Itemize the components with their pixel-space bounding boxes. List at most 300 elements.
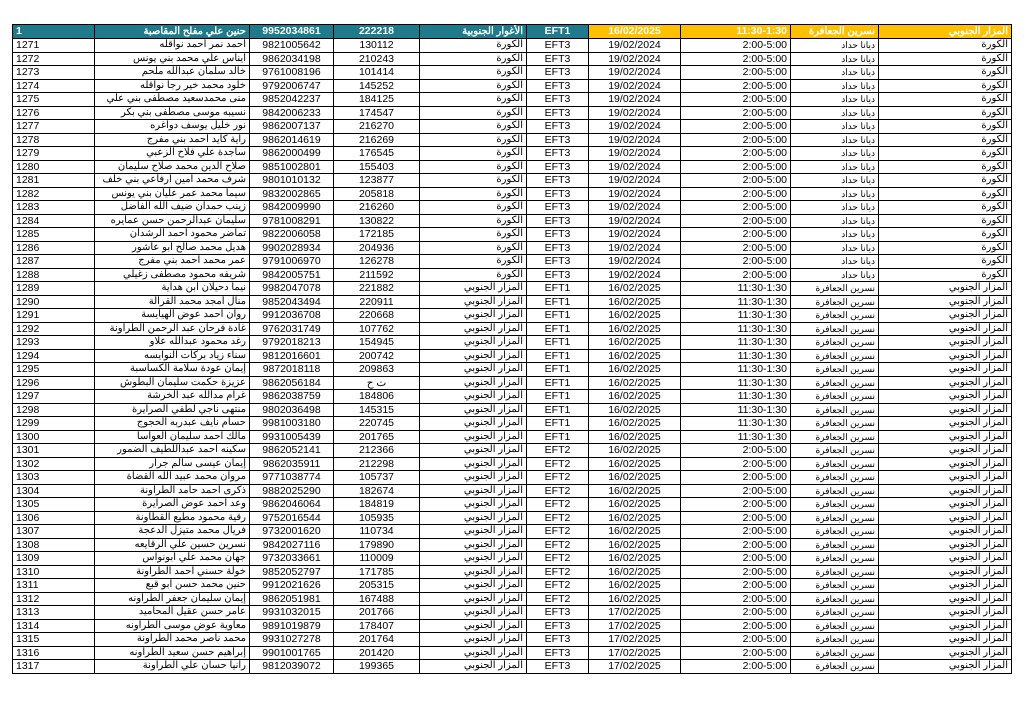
cell-id[interactable]: 1316 [13,646,95,660]
cell-phone[interactable]: 9842005751 [250,268,334,282]
cell-location[interactable]: المزار الجنوبي [879,309,1012,323]
cell-name[interactable]: احمد نمر احمد نواقله [95,39,250,53]
cell-location[interactable]: الكورة [879,174,1012,188]
cell-staff[interactable]: نسرين الجعافرة [791,309,879,323]
cell-name[interactable]: تماضر محمود أحمد الرشدان [95,228,250,242]
cell-phone[interactable]: 9982047078 [250,282,334,296]
cell-date[interactable]: 19/02/2024 [589,147,681,161]
cell-name[interactable]: غادة فرحان عبد الرحمن الطراونة [95,322,250,336]
cell-group[interactable]: EFT1 [527,336,589,350]
cell-id[interactable]: 1272 [13,52,95,66]
cell-number[interactable]: 201420 [334,646,420,660]
cell-group[interactable]: EFT2 [527,471,589,485]
cell-group[interactable]: EFT3 [527,619,589,633]
header-group[interactable]: EFT1 [527,25,589,39]
cell-staff[interactable]: ديانا حداد [791,268,879,282]
cell-phone[interactable]: 9912021626 [250,579,334,593]
cell-name[interactable]: إبراهيم حسن سعيد الطراونه [95,646,250,660]
cell-phone[interactable]: 9732033661 [250,552,334,566]
cell-name[interactable]: راية كايد أحمد بني مفرج [95,133,250,147]
cell-date[interactable]: 19/02/2024 [589,93,681,107]
cell-phone[interactable]: 9862014619 [250,133,334,147]
cell-number[interactable]: ت ح [334,376,420,390]
cell-staff[interactable]: نسرين الجعافرة [791,471,879,485]
cell-staff[interactable]: ديانا حداد [791,255,879,269]
cell-phone[interactable]: 9901001765 [250,646,334,660]
cell-region[interactable]: المزار الجنوبي [420,322,527,336]
cell-location[interactable]: المزار الجنوبي [879,579,1012,593]
cell-staff[interactable]: نسرين الجعافرة [791,390,879,404]
cell-id[interactable]: 1282 [13,187,95,201]
cell-region[interactable]: المزار الجنوبي [420,390,527,404]
cell-name[interactable]: عمر محمد أحمد بني مفرج [95,255,250,269]
cell-phone[interactable]: 9891019879 [250,619,334,633]
cell-region[interactable]: المزار الجنوبي [420,565,527,579]
cell-group[interactable]: EFT1 [527,282,589,296]
cell-date[interactable]: 16/02/2025 [589,592,681,606]
cell-date[interactable]: 19/02/2024 [589,255,681,269]
cell-location[interactable]: المزار الجنوبي [879,457,1012,471]
cell-number[interactable]: 212366 [334,444,420,458]
header-location[interactable]: المزار الجنوبي [879,25,1012,39]
cell-name[interactable]: نور خليل يوسف دواغره [95,120,250,134]
header-phone[interactable]: 9952034861 [250,25,334,39]
cell-number[interactable]: 110734 [334,525,420,539]
cell-location[interactable]: الكورة [879,255,1012,269]
cell-time[interactable]: 2:00-5:00 [681,268,791,282]
cell-phone[interactable]: 9862000499 [250,147,334,161]
cell-number[interactable]: 216269 [334,133,420,147]
cell-staff[interactable]: نسرين الجعافرة [791,403,879,417]
cell-number[interactable]: 221882 [334,282,420,296]
cell-staff[interactable]: نسرين الجعافرة [791,619,879,633]
cell-region[interactable]: الكورة [420,160,527,174]
cell-number[interactable]: 220668 [334,309,420,323]
cell-location[interactable]: المزار الجنوبي [879,403,1012,417]
cell-id[interactable]: 1297 [13,390,95,404]
cell-number[interactable]: 212298 [334,457,420,471]
cell-id[interactable]: 1283 [13,201,95,215]
cell-time[interactable]: 2:00-5:00 [681,525,791,539]
cell-phone[interactable]: 9821005642 [250,39,334,53]
cell-region[interactable]: الكورة [420,214,527,228]
cell-location[interactable]: الكورة [879,241,1012,255]
cell-name[interactable]: فريال محمد متيزل الدعجة [95,525,250,539]
cell-phone[interactable]: 9791006970 [250,255,334,269]
cell-name[interactable]: ساجدة علي فلاح الزعبي [95,147,250,161]
cell-location[interactable]: المزار الجنوبي [879,322,1012,336]
cell-time[interactable]: 2:00-5:00 [681,579,791,593]
cell-time[interactable]: 11:30-1:30 [681,322,791,336]
cell-location[interactable]: الكورة [879,39,1012,53]
cell-staff[interactable]: نسرين الجعافرة [791,336,879,350]
cell-staff[interactable]: ديانا حداد [791,133,879,147]
cell-location[interactable]: الكورة [879,187,1012,201]
cell-location[interactable]: الكورة [879,106,1012,120]
cell-region[interactable]: المزار الجنوبي [420,633,527,647]
cell-group[interactable]: EFT3 [527,606,589,620]
cell-staff[interactable]: نسرين الجعافرة [791,484,879,498]
cell-name[interactable]: ذكرى احمد حامد الطراونة [95,484,250,498]
cell-name[interactable]: عامر حسن عقيل المحاميد [95,606,250,620]
cell-staff[interactable]: ديانا حداد [791,201,879,215]
cell-region[interactable]: الكورة [420,66,527,80]
cell-id[interactable]: 1315 [13,633,95,647]
cell-id[interactable]: 1296 [13,376,95,390]
cell-name[interactable]: مروان محمد عبيد الله القضاة [95,471,250,485]
cell-location[interactable]: المزار الجنوبي [879,633,1012,647]
cell-time[interactable]: 2:00-5:00 [681,187,791,201]
cell-phone[interactable]: 9842006233 [250,106,334,120]
cell-id[interactable]: 1286 [13,241,95,255]
cell-name[interactable]: منتهى ناجي لطفي الصرايرة [95,403,250,417]
cell-time[interactable]: 2:00-5:00 [681,255,791,269]
cell-phone[interactable]: 9931005439 [250,430,334,444]
cell-phone[interactable]: 9862046064 [250,498,334,512]
cell-time[interactable]: 2:00-5:00 [681,160,791,174]
cell-date[interactable]: 17/02/2025 [589,646,681,660]
cell-number[interactable]: 220911 [334,295,420,309]
cell-name[interactable]: منى محمدسعيد مصطفى بني علي [95,93,250,107]
cell-staff[interactable]: نسرين الجعافرة [791,511,879,525]
cell-id[interactable]: 1305 [13,498,95,512]
cell-time[interactable]: 2:00-5:00 [681,52,791,66]
cell-region[interactable]: المزار الجنوبي [420,511,527,525]
cell-staff[interactable]: نسرين الجعافرة [791,349,879,363]
cell-staff[interactable]: ديانا حداد [791,160,879,174]
cell-region[interactable]: المزار الجنوبي [420,282,527,296]
cell-name[interactable]: منال أمجد محمد القرالة [95,295,250,309]
cell-number[interactable]: 145252 [334,79,420,93]
cell-phone[interactable]: 9862052141 [250,444,334,458]
cell-name[interactable]: حسام نايف عبدربه الحجوج [95,417,250,431]
cell-id[interactable]: 1312 [13,592,95,606]
cell-id[interactable]: 1308 [13,538,95,552]
cell-phone[interactable]: 9801010132 [250,174,334,188]
cell-location[interactable]: المزار الجنوبي [879,349,1012,363]
cell-name[interactable]: عزيزة حكمت سليمان البطوش [95,376,250,390]
cell-time[interactable]: 2:00-5:00 [681,538,791,552]
cell-region[interactable]: المزار الجنوبي [420,376,527,390]
cell-time[interactable]: 11:30-1:30 [681,282,791,296]
cell-staff[interactable]: ديانا حداد [791,187,879,201]
cell-phone[interactable]: 9792006747 [250,79,334,93]
cell-staff[interactable]: ديانا حداد [791,214,879,228]
cell-id[interactable]: 1303 [13,471,95,485]
cell-phone[interactable]: 9792018213 [250,336,334,350]
cell-region[interactable]: المزار الجنوبي [420,606,527,620]
cell-phone[interactable]: 9862007137 [250,120,334,134]
cell-region[interactable]: الكورة [420,39,527,53]
cell-group[interactable]: EFT3 [527,214,589,228]
cell-name[interactable]: نيما دحيلان ابن هداية [95,282,250,296]
cell-group[interactable]: EFT3 [527,133,589,147]
cell-location[interactable]: المزار الجنوبي [879,498,1012,512]
cell-number[interactable]: 176545 [334,147,420,161]
cell-phone[interactable]: 9852052797 [250,565,334,579]
cell-region[interactable]: المزار الجنوبي [420,592,527,606]
cell-location[interactable]: المزار الجنوبي [879,592,1012,606]
cell-number[interactable]: 130112 [334,39,420,53]
cell-phone[interactable]: 9862038759 [250,390,334,404]
cell-location[interactable]: المزار الجنوبي [879,430,1012,444]
cell-time[interactable]: 2:00-5:00 [681,606,791,620]
cell-number[interactable]: 201766 [334,606,420,620]
cell-group[interactable]: EFT1 [527,295,589,309]
cell-region[interactable]: الكورة [420,174,527,188]
cell-date[interactable]: 16/02/2025 [589,552,681,566]
cell-group[interactable]: EFT1 [527,390,589,404]
cell-name[interactable]: روان احمد عوض الهيايسة [95,309,250,323]
cell-staff[interactable]: ديانا حداد [791,106,879,120]
cell-id[interactable]: 1306 [13,511,95,525]
cell-region[interactable]: المزار الجنوبي [420,457,527,471]
cell-group[interactable]: EFT3 [527,66,589,80]
cell-staff[interactable]: نسرين الجعافرة [791,363,879,377]
cell-location[interactable]: المزار الجنوبي [879,606,1012,620]
cell-phone[interactable]: 9842027116 [250,538,334,552]
cell-time[interactable]: 2:00-5:00 [681,471,791,485]
cell-region[interactable]: الكورة [420,106,527,120]
cell-id[interactable]: 1292 [13,322,95,336]
cell-number[interactable]: 101414 [334,66,420,80]
cell-number[interactable]: 200742 [334,349,420,363]
cell-group[interactable]: EFT3 [527,52,589,66]
cell-group[interactable]: EFT3 [527,646,589,660]
cell-date[interactable]: 16/02/2025 [589,282,681,296]
cell-staff[interactable]: ديانا حداد [791,241,879,255]
cell-number[interactable]: 201765 [334,430,420,444]
cell-location[interactable]: المزار الجنوبي [879,390,1012,404]
cell-phone[interactable]: 9862034198 [250,52,334,66]
cell-id[interactable]: 1309 [13,552,95,566]
header-name[interactable]: حنين علي مفلح المقاصبة [95,25,250,39]
cell-staff[interactable]: نسرين الجعافرة [791,430,879,444]
cell-phone[interactable]: 9862056184 [250,376,334,390]
cell-location[interactable]: المزار الجنوبي [879,295,1012,309]
cell-location[interactable]: المزار الجنوبي [879,336,1012,350]
cell-id[interactable]: 1280 [13,160,95,174]
cell-time[interactable]: 2:00-5:00 [681,619,791,633]
cell-time[interactable]: 11:30-1:30 [681,403,791,417]
cell-date[interactable]: 19/02/2024 [589,120,681,134]
cell-time[interactable]: 11:30-1:30 [681,309,791,323]
cell-location[interactable]: المزار الجنوبي [879,282,1012,296]
cell-time[interactable]: 2:00-5:00 [681,457,791,471]
cell-number[interactable]: 130822 [334,214,420,228]
cell-group[interactable]: EFT3 [527,660,589,674]
cell-name[interactable]: سكينه احمد عبداللطيف الضمور [95,444,250,458]
cell-phone[interactable]: 9981003180 [250,417,334,431]
cell-name[interactable]: هديل محمد صالح أبو عاشور [95,241,250,255]
cell-staff[interactable]: نسرين الجعافرة [791,565,879,579]
cell-date[interactable]: 19/02/2024 [589,228,681,242]
cell-time[interactable]: 2:00-5:00 [681,592,791,606]
cell-region[interactable]: المزار الجنوبي [420,471,527,485]
cell-date[interactable]: 16/02/2025 [589,403,681,417]
cell-id[interactable]: 1284 [13,214,95,228]
cell-time[interactable]: 2:00-5:00 [681,133,791,147]
cell-location[interactable]: المزار الجنوبي [879,646,1012,660]
cell-number[interactable]: 220745 [334,417,420,431]
cell-staff[interactable]: ديانا حداد [791,52,879,66]
cell-date[interactable]: 19/02/2024 [589,160,681,174]
cell-id[interactable]: 1278 [13,133,95,147]
cell-time[interactable]: 2:00-5:00 [681,120,791,134]
cell-number[interactable]: 204936 [334,241,420,255]
cell-phone[interactable]: 9762031749 [250,322,334,336]
cell-staff[interactable]: نسرين الجعافرة [791,592,879,606]
cell-time[interactable]: 2:00-5:00 [681,241,791,255]
cell-location[interactable]: المزار الجنوبي [879,511,1012,525]
cell-time[interactable]: 2:00-5:00 [681,511,791,525]
cell-id[interactable]: 1275 [13,93,95,107]
cell-group[interactable]: EFT3 [527,633,589,647]
cell-group[interactable]: EFT1 [527,309,589,323]
cell-name[interactable]: غرام مدالله عبد الخرشة [95,390,250,404]
cell-group[interactable]: EFT1 [527,403,589,417]
cell-group[interactable]: EFT3 [527,120,589,134]
cell-name[interactable]: نسيبه موسى مصطفى بني بكر [95,106,250,120]
cell-phone[interactable]: 9931027278 [250,633,334,647]
cell-location[interactable]: المزار الجنوبي [879,538,1012,552]
cell-name[interactable]: خالد سلمان عبدالله ملحم [95,66,250,80]
header-region[interactable]: الأغوار الجنوبية [420,25,527,39]
cell-region[interactable]: الكورة [420,228,527,242]
cell-phone[interactable]: 9931032015 [250,606,334,620]
cell-region[interactable]: المزار الجنوبي [420,552,527,566]
cell-number[interactable]: 105935 [334,511,420,525]
cell-name[interactable]: رانيا حسان علي الطراونة [95,660,250,674]
cell-name[interactable]: رغد محمود عبدالله علاو [95,336,250,350]
cell-date[interactable]: 16/02/2025 [589,417,681,431]
cell-location[interactable]: الكورة [879,268,1012,282]
cell-time[interactable]: 11:30-1:30 [681,417,791,431]
cell-region[interactable]: الكورة [420,201,527,215]
cell-location[interactable]: المزار الجنوبي [879,525,1012,539]
cell-group[interactable]: EFT1 [527,430,589,444]
cell-group[interactable]: EFT2 [527,484,589,498]
cell-location[interactable]: الكورة [879,66,1012,80]
cell-staff[interactable]: نسرين الجعافرة [791,646,879,660]
cell-region[interactable]: المزار الجنوبي [420,363,527,377]
cell-date[interactable]: 17/02/2025 [589,633,681,647]
cell-staff[interactable]: نسرين الجعافرة [791,552,879,566]
cell-time[interactable]: 2:00-5:00 [681,565,791,579]
cell-id[interactable]: 1271 [13,39,95,53]
cell-date[interactable]: 16/02/2025 [589,430,681,444]
cell-number[interactable]: 174547 [334,106,420,120]
cell-staff[interactable]: ديانا حداد [791,120,879,134]
cell-id[interactable]: 1274 [13,79,95,93]
cell-time[interactable]: 2:00-5:00 [681,552,791,566]
cell-staff[interactable]: نسرين الجعافرة [791,538,879,552]
header-time[interactable]: 11:30-1:30 [681,25,791,39]
cell-time[interactable]: 2:00-5:00 [681,174,791,188]
cell-location[interactable]: الكورة [879,120,1012,134]
cell-name[interactable]: إيمان عيسى سالم جرار [95,457,250,471]
cell-id[interactable]: 1317 [13,660,95,674]
cell-phone[interactable]: 9852043494 [250,295,334,309]
cell-time[interactable]: 11:30-1:30 [681,430,791,444]
cell-id[interactable]: 1313 [13,606,95,620]
cell-id[interactable]: 1287 [13,255,95,269]
cell-number[interactable]: 205818 [334,187,420,201]
cell-group[interactable]: EFT1 [527,417,589,431]
cell-date[interactable]: 16/02/2025 [589,471,681,485]
cell-region[interactable]: المزار الجنوبي [420,336,527,350]
header-number[interactable]: 222218 [334,25,420,39]
cell-phone[interactable]: 9851002801 [250,160,334,174]
cell-date[interactable]: 19/02/2024 [589,268,681,282]
cell-id[interactable]: 1311 [13,579,95,593]
cell-id[interactable]: 1281 [13,174,95,188]
cell-id[interactable]: 1301 [13,444,95,458]
cell-date[interactable]: 16/02/2025 [589,390,681,404]
cell-phone[interactable]: 9812039072 [250,660,334,674]
cell-time[interactable]: 2:00-5:00 [681,214,791,228]
cell-number[interactable]: 167488 [334,592,420,606]
cell-staff[interactable]: نسرين الجعافرة [791,282,879,296]
cell-time[interactable]: 11:30-1:30 [681,295,791,309]
cell-date[interactable]: 19/02/2024 [589,187,681,201]
cell-location[interactable]: المزار الجنوبي [879,565,1012,579]
cell-name[interactable]: خولة حسني احمد الطراونة [95,565,250,579]
cell-id[interactable]: 1304 [13,484,95,498]
cell-number[interactable]: 123877 [334,174,420,188]
cell-phone[interactable]: 9732001620 [250,525,334,539]
cell-time[interactable]: 2:00-5:00 [681,484,791,498]
cell-number[interactable]: 110009 [334,552,420,566]
cell-staff[interactable]: نسرين الجعافرة [791,295,879,309]
cell-date[interactable]: 16/02/2025 [589,511,681,525]
cell-number[interactable]: 178407 [334,619,420,633]
cell-name[interactable]: سناء زياد بركات النوايسه [95,349,250,363]
cell-group[interactable]: EFT3 [527,187,589,201]
header-date[interactable]: 16/02/2025 [589,25,681,39]
cell-name[interactable]: إيمان سليمان جعفر الطراونه [95,592,250,606]
cell-region[interactable]: الكورة [420,147,527,161]
cell-id[interactable]: 1302 [13,457,95,471]
cell-region[interactable]: الكورة [420,93,527,107]
cell-staff[interactable]: نسرين الجعافرة [791,322,879,336]
cell-id[interactable]: 1293 [13,336,95,350]
cell-id[interactable]: 1298 [13,403,95,417]
cell-group[interactable]: EFT2 [527,579,589,593]
cell-time[interactable]: 2:00-5:00 [681,39,791,53]
cell-staff[interactable]: نسرين الجعافرة [791,376,879,390]
cell-date[interactable]: 16/02/2025 [589,525,681,539]
cell-time[interactable]: 11:30-1:30 [681,349,791,363]
cell-location[interactable]: المزار الجنوبي [879,444,1012,458]
cell-phone[interactable]: 9902028934 [250,241,334,255]
cell-region[interactable]: الكورة [420,268,527,282]
cell-date[interactable]: 19/02/2024 [589,214,681,228]
cell-phone[interactable]: 9752016544 [250,511,334,525]
cell-time[interactable]: 2:00-5:00 [681,201,791,215]
cell-number[interactable]: 155403 [334,160,420,174]
cell-number[interactable]: 154945 [334,336,420,350]
cell-id[interactable]: 1294 [13,349,95,363]
cell-name[interactable]: سليمان عبدالرحمن حسن عمايره [95,214,250,228]
cell-staff[interactable]: نسرين الجعافرة [791,606,879,620]
cell-date[interactable]: 17/02/2025 [589,660,681,674]
cell-time[interactable]: 11:30-1:30 [681,363,791,377]
cell-group[interactable]: EFT3 [527,160,589,174]
cell-staff[interactable]: نسرين الجعافرة [791,417,879,431]
cell-region[interactable]: الكورة [420,187,527,201]
cell-time[interactable]: 11:30-1:30 [681,376,791,390]
